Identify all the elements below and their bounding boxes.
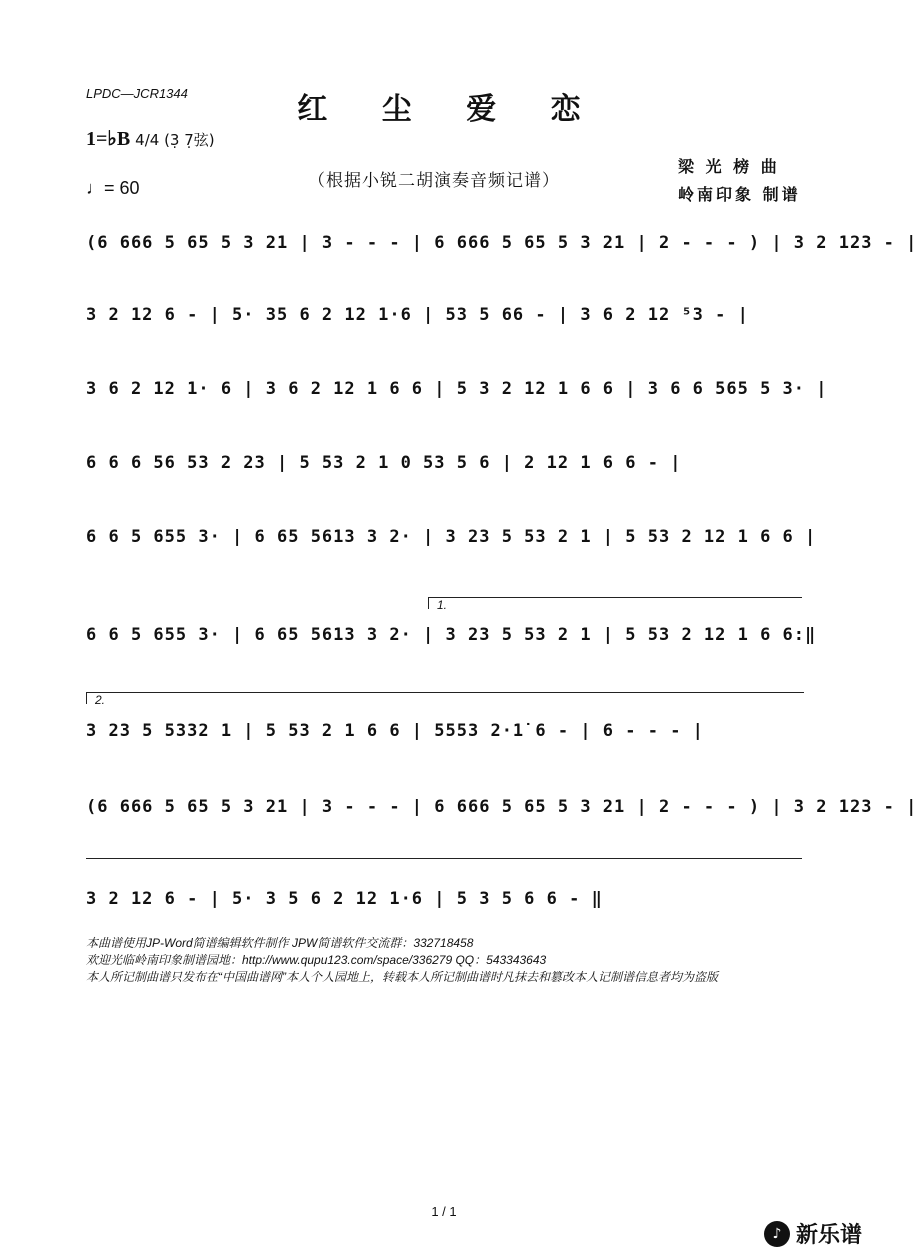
- site-logo: [764, 1218, 862, 1249]
- volta-first: 1.: [428, 597, 802, 609]
- staff-line-6: 6 6 5 655 3· | 6 65 5613 3 2· | 3 23 5 53 2 1 | 5 53 2 12 1 6 6:‖: [86, 625, 817, 645]
- footer-line-3: 本人所记制曲谱只发布在“中国曲谱网”本人个人园地上，转载本人所记制曲谱时凡抹去和篡改本人记制谱信息者均为盗版: [86, 970, 718, 984]
- staff-line-8: (6 666 5 65 5 3 21 | 3 - - - | 6 666 5 65 5 3 21 | 2 - - - ) | 3 2 123 - |: [86, 797, 917, 817]
- key-label: 1=♭B: [86, 128, 131, 150]
- music-disc-icon: ♪: [764, 1221, 790, 1247]
- staff-line-4: 6 6 6 56 53 2 23 | 5 53 2 1 0 53 5 6 | 2 12 1 6 6 - |: [86, 453, 682, 473]
- subtitle: （根据小锐二胡演奏音频记谱）: [308, 171, 560, 191]
- key-signature: [86, 126, 215, 151]
- score-code: LPDC—JCR1344: [86, 86, 188, 101]
- staff-line-3: 3 6 2 12 1· 6 | 3 6 2 12 1 6 6 | 5 3 2 12 1 6 6 | 3 6 6 565 5 3· |: [86, 379, 828, 399]
- staff-line-2: 3 2 12 6 - | 5· 35 6 2 12 1·6 | 53 5 66 - | 3 6 2 12 ⁵3 - |: [86, 305, 749, 325]
- staff-line-1: (6 666 5 65 5 3 21 | 3 - - - | 6 666 5 65 5 3 21 | 2 - - - ) | 3 2 123 - |: [86, 233, 917, 253]
- song-title: 红 尘 爱 恋: [297, 92, 603, 127]
- logo-text: 新乐谱: [796, 1223, 863, 1248]
- footer-line-1: 本曲谱使用JP-Word简谱编辑软件制作 JPW简谱软件交流群：332718458: [86, 936, 474, 950]
- meter-tuning: 4/4 (3̣ 7̣弦): [135, 131, 215, 149]
- divider-rule: [86, 858, 802, 859]
- volta-second: 2.: [86, 692, 804, 704]
- arranger-credit: 岭南印象 制谱: [678, 185, 801, 204]
- page-number: 1 / 1: [431, 1204, 457, 1219]
- staff-line-5: 6 6 5 655 3· | 6 65 5613 3 2· | 3 23 5 53 2 1 | 5 53 2 12 1 6 6 |: [86, 527, 817, 547]
- footer-line-2: 欢迎光临岭南印象制谱园地：http://www.qupu123.com/space/336279 QQ：543343643: [86, 953, 547, 967]
- staff-line-9: 3 2 12 6 - | 5· 3 5 6 2 12 1·6 | 5 3 5 6 6 - ‖: [86, 889, 603, 909]
- staff-line-7: 3 23 5 5332 1 | 5 53 2 1 6 6 | 5553 2·1̇ 6 - | 6 - - - |: [86, 721, 704, 741]
- tempo-marking: ♩= 60: [86, 178, 140, 198]
- composer-credit: 梁 光 榜 曲: [678, 157, 780, 176]
